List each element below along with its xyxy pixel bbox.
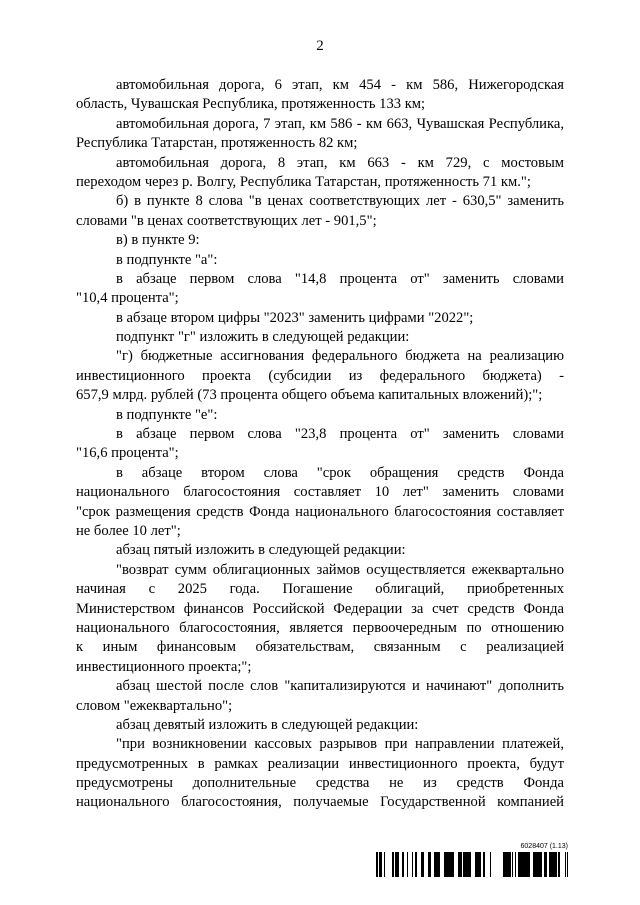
document-body	[76, 76, 564, 813]
text-line: автомобильная дорога, 6 этап, км 454 - км 586, Нижегородская	[116, 77, 564, 93]
text-line: Министерством финансов Российской Федерации за счет средств Фонда	[76, 600, 564, 617]
text-line: "при возникновении кассовых разрывов при направлении платежей,	[116, 736, 564, 753]
text-line: начиная с 2025 года. Погашение облигаций, приобретенных	[76, 581, 564, 598]
text-line: инвестиционного проекта (субсидии из федерального бюджета) -	[76, 367, 564, 384]
text-line: в) в пункте 9:	[116, 232, 200, 249]
text-line: "10,4 процента";	[76, 290, 179, 307]
page-number: 2	[316, 38, 324, 54]
text-line: словом "ежеквартально";	[76, 697, 233, 714]
barcode-image	[376, 852, 568, 877]
text-line: автомобильная дорога, 8 этап, км 663 - км 729, с мостовым	[116, 154, 564, 171]
text-line: абзац девятый изложить в следующей редакции:	[116, 716, 419, 733]
document-code: 6028407 (1.13)	[520, 843, 568, 850]
text-line: в абзаце втором слова "срок обращения средств Фонда	[116, 464, 564, 481]
text-line: предусмотрены дополнительные средства не из средств Фонда	[76, 775, 564, 792]
text-line: в подпункте "е":	[116, 406, 218, 423]
text-line: 657,9 млрд. рублей (73 процента общего объема капитальных вложений);";	[76, 387, 543, 404]
text-line: к иным финансовым обязательствам, связанным с реализацией	[76, 639, 564, 656]
text-line: в абзаце втором цифры "2023" заменить цифрами "2022";	[116, 309, 474, 326]
text-line: Республика Татарстан, протяженность 82 км;	[76, 135, 358, 152]
text-line: "возврат сумм облигационных займов осуществляется ежеквартально	[116, 561, 564, 578]
text-line: подпункт "г" изложить в следующей редакции:	[116, 329, 410, 346]
text-line: область, Чувашская Республика, протяженность 133 км;	[76, 96, 426, 113]
text-line: абзац пятый изложить в следующей редакции:	[116, 542, 406, 559]
text-line: национального благосостояния составляет 10 лет" заменить словами	[76, 484, 564, 501]
text-line: в абзаце первом слова "14,8 процента от" заменить словами	[116, 270, 564, 287]
text-line: б) в пункте 8 слова "в ценах соответствующих лет - 630,5" заменить	[116, 193, 564, 210]
text-line: словами "в ценах соответствующих лет - 901,5";	[76, 212, 377, 229]
text-line: "г) бюджетные ассигнования федерального бюджета на реализацию	[116, 348, 564, 365]
text-line: автомобильная дорога, 7 этап, км 586 - км 663, Чувашская Республика,	[116, 115, 564, 132]
text-line: не более 10 лет";	[76, 522, 181, 539]
text-line: "16,6 процента";	[76, 445, 179, 462]
text-line: предусмотренных в рамках реализации инвестиционного проекта, будут	[76, 755, 564, 772]
barcode-icon	[376, 852, 568, 877]
text-line: национального благосостояния, является первоочередным по отношению	[76, 619, 564, 636]
text-line: инвестиционного проекта;";	[76, 658, 252, 675]
text-line: переходом через р. Волгу, Республика Татарстан, протяженность 71 км.";	[76, 173, 531, 190]
text-line: абзац шестой после слов "капитализируются и начинают" дополнить	[116, 678, 564, 695]
text-line: в подпункте "а":	[116, 251, 218, 268]
text-line: в абзаце первом слова "23,8 процента от" заменить словами	[116, 426, 564, 443]
text-line: национального благосостояния, получаемые Государственной компанией	[76, 794, 564, 811]
text-line: "срок размещения средств Фонда национального благосостояния составляет	[76, 503, 564, 520]
